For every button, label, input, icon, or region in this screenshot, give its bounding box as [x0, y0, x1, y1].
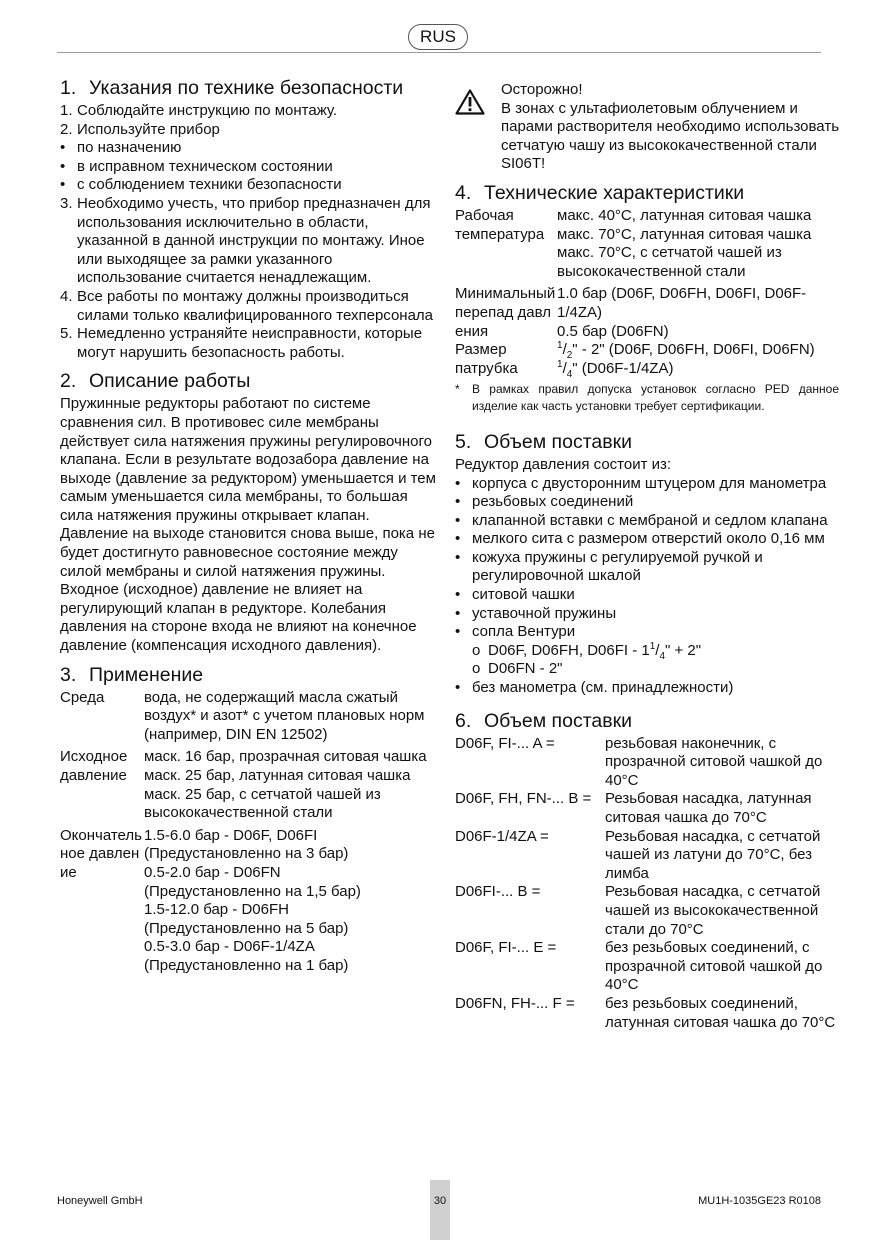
- list-item: [455, 623, 839, 642]
- spec-value-group: [557, 285, 839, 341]
- list-marker: 2.: [60, 120, 73, 138]
- bullet-icon: •: [455, 548, 461, 566]
- spec-value-group: [557, 207, 839, 281]
- variant-code: D06F, FI-... A =: [455, 734, 555, 752]
- section-number: 1.: [60, 77, 77, 99]
- section-4-heading: [455, 182, 839, 204]
- left-column: [60, 74, 440, 976]
- spec-value: (Предустановленно на 1 бар): [144, 956, 349, 974]
- variant-desc: Резьбовая насадка, латунная ситовая чашка до 70°C: [605, 790, 812, 826]
- sub-list-item: o D06F, D06FH, $D06FI - 1^1/_4$" + 2": [472, 640, 702, 662]
- section-1-heading: [60, 77, 440, 99]
- scope-intro: Редуктор давления состоит из:: [455, 455, 672, 473]
- section-title: Объем поставки: [484, 709, 633, 732]
- bullet-icon: •: [455, 493, 461, 511]
- list-item: [455, 605, 839, 624]
- spec-row-temperature: [455, 207, 839, 281]
- variant-row: [455, 883, 839, 939]
- list-item: [455, 586, 839, 605]
- page-number: 30: [433, 1195, 447, 1207]
- section-5-heading: [455, 431, 839, 453]
- list-text: в исправном техническом состоянии: [77, 157, 333, 175]
- description-paragraph: Пружинные редукторы работают по системе сравнения сил. В противовес силе мембраны действует сила натяжения пружины регулировочного клапана. Если в результате водозабора давление на выходе (давление за редуктором) уменьшается и тем самым уменьшается сила мембраны, то большая сила натяжения пружины открывает клапан. Давление на выходе становится снова выше, пока не будет достигнуто равновесное состояние между силой мембраны и силой натяжения пружины.: [60, 395, 436, 580]
- spec-label: Окончательное давление: [60, 826, 142, 881]
- list-item: [455, 679, 839, 698]
- fraction-numerator: 1: [557, 340, 563, 352]
- section-title: Применение: [89, 663, 204, 686]
- footnote-marker: *: [455, 382, 460, 397]
- spec-value: (Предустановленно на 5 бар): [144, 919, 349, 937]
- bullet-icon: •: [455, 474, 461, 492]
- section-number: 5.: [455, 430, 472, 453]
- spec-label: Минимальный перепад давления: [455, 285, 556, 340]
- list-text: сопла Вентури: [472, 623, 576, 641]
- list-item: [60, 176, 440, 195]
- section-number: 4.: [455, 181, 472, 204]
- spec-value: маск. 16 бар, прозрачная ситовая чашка: [144, 748, 427, 766]
- fraction-denominator: 4: [566, 368, 573, 380]
- variant-row: [455, 735, 839, 791]
- spec-value: маск. 25 бар, с сетчатой чашей из высококачественной стали: [144, 785, 381, 822]
- spec-row-medium: [60, 689, 440, 745]
- footer-doc-id: MU1H-1035GE23 R0108: [698, 1195, 821, 1207]
- safety-list: [60, 102, 440, 362]
- fraction-numerator: 1: [557, 358, 563, 370]
- variant-row: [455, 790, 839, 827]
- list-marker: 1.: [60, 102, 73, 119]
- spec-value: 1.5-6.0 бар - D06F, D06FI: [144, 826, 318, 844]
- variant-code: D06F, FH, FN-... B =: [455, 790, 592, 808]
- warning-title: Осторожно!: [501, 81, 583, 98]
- page-number-tab: [430, 1180, 450, 1240]
- list-text: Необходимо учесть, что прибор предназначен для использования исключительно в области, указанной в данной инструкции по монтажу. Иное или выходящее за рамки указанного использование считается ненадлежащим.: [77, 194, 431, 287]
- section-2-heading: [60, 370, 440, 392]
- list-text: Соблюдайте инструкцию по монтажу.: [77, 102, 338, 119]
- fraction-denominator: 2: [566, 350, 573, 362]
- list-marker: •: [60, 157, 66, 175]
- list-marker: •: [60, 139, 66, 157]
- bullet-icon: •: [455, 586, 461, 604]
- spec-value: маск. 25 бар, латунная ситовая чашка: [144, 767, 411, 784]
- list-item: [455, 530, 839, 549]
- list-item: [60, 102, 440, 121]
- fraction-numerator: 1: [649, 640, 656, 652]
- section-number: 3.: [60, 663, 77, 686]
- spec-value-group: [557, 341, 839, 378]
- list-item: [455, 475, 839, 494]
- sub-bullet: o: [472, 641, 481, 659]
- spec-row-outlet-pressure: [60, 827, 440, 976]
- spec-value: 1.0 бар (D06F, D06FH, D06FI, D06F-1/4ZA): [557, 285, 807, 321]
- spec-row-connection-size: [455, 341, 839, 378]
- spec-value-group: [144, 827, 440, 976]
- variant-desc: без резьбовых соединений, с прозрачной ситовой чашкой до 40°C: [605, 939, 823, 994]
- warning-text: В зонах с ультафиолетовым облучением и парами растворителя необходимо использовать сетчатую чашу из высококачественной стали SI06T!: [501, 99, 840, 173]
- spec-value-group: [144, 748, 440, 822]
- bullet-icon: •: [455, 679, 461, 697]
- list-item: [455, 493, 839, 512]
- list-item: [60, 139, 440, 158]
- spec-value: макс. 70°C, латунная ситовая чашка: [557, 225, 812, 243]
- list-item: [60, 195, 440, 288]
- list-text: мелкого сита с размером отверстий около 0,16 мм: [472, 530, 825, 548]
- spec-value: 1.5-12.0 бар - D06FH: [144, 901, 289, 919]
- spec-value: вода, не содержащий масла сжатый воздух* и азот* с учетом плановых норм (например, DIN EN 12502): [144, 688, 425, 743]
- variant-desc: резьбовая наконечник, с прозрачной ситовой чашкой до 40°C: [605, 734, 823, 789]
- section-3-heading: [60, 664, 440, 686]
- list-item: [455, 549, 839, 586]
- section-6-heading: [455, 710, 839, 732]
- list-text: уставочной пружины: [472, 604, 617, 622]
- spec-label: Размер патрубка: [455, 341, 518, 377]
- spec-value: 0.5-2.0 бар - D06FN: [144, 863, 281, 881]
- list-text: D06FN - 2": [488, 660, 563, 678]
- list-item: [60, 325, 440, 362]
- spec-value: макс. 40°C, латунная ситовая чашка: [557, 206, 812, 224]
- spec-value: 0.5-3.0 бар - D06F-1/4ZA: [144, 938, 315, 956]
- variant-row: [455, 939, 839, 995]
- bullet-icon: •: [455, 530, 461, 548]
- spec-label: Среда: [60, 688, 105, 706]
- section-number: 6.: [455, 709, 472, 732]
- footnote-text: В рамках правил допуска установок согласно PED данное изделие как часть установки требует сертификации.: [472, 382, 839, 414]
- spec-value: $^1/_2$" - 2" (D06F, D06FH, D06FI, D06FN): [557, 340, 815, 362]
- variant-code: D06F-1/4ZA =: [455, 827, 549, 845]
- list-text: ситовой чашки: [472, 586, 575, 604]
- variant-desc: без резьбовых соединений, латунная ситовая чашка до 70°C: [605, 994, 836, 1031]
- variant-row: [455, 995, 839, 1032]
- list-marker: 3.: [60, 194, 73, 212]
- description-paragraph: Входное (исходное) давление не влияет на регулирующий клапан в редукторе. Колебания давления на стороне входа не влияют на конечное давление (компенсация исходного давления).: [60, 581, 417, 655]
- variant-code: D06FN, FH-... F =: [455, 994, 575, 1012]
- spec-row-min-pressure-drop: [455, 285, 839, 341]
- bullet-icon: •: [455, 511, 461, 529]
- list-item: [60, 121, 440, 140]
- list-text: по назначению: [77, 139, 182, 157]
- variants-table: [455, 735, 839, 1033]
- list-text: клапанной вставки с мембраной и седлом клапана: [472, 511, 828, 529]
- section-title: Технические характеристики: [484, 181, 745, 204]
- spec-row-inlet-pressure: [60, 748, 440, 822]
- variant-code: D06FI-... B =: [455, 883, 541, 901]
- list-item: [455, 512, 839, 531]
- sub-bullet: o: [472, 660, 481, 678]
- list-text: корпуса с двусторонним штуцером для манометра: [472, 474, 827, 492]
- footnote: [455, 381, 839, 415]
- list-marker: 5.: [60, 325, 73, 343]
- spec-value: (Предустановленно на 1,5 бар): [144, 882, 361, 900]
- list-text: " + 2": [665, 641, 702, 659]
- top-divider: [57, 52, 821, 53]
- spec-value-text: " - 2" (D06F, D06FH, D06FI, D06FN): [572, 341, 815, 359]
- fraction-denominator: 4: [659, 650, 666, 662]
- bullet-icon: •: [455, 623, 461, 641]
- spec-value: 0.5 бар (D06FN): [557, 322, 669, 340]
- footer-company: Honeywell GmbH: [57, 1195, 143, 1207]
- list-item: [60, 158, 440, 177]
- warning-box: [455, 77, 839, 174]
- section-title: Указания по технике безопасности: [89, 77, 404, 99]
- list-text: Все работы по монтажу должны производиться силами только квалифицированного техперсонала: [77, 287, 434, 324]
- sub-list-item: [455, 660, 839, 679]
- spec-value: макс. 70°C, с сетчатой чашей из высококачественной стали: [557, 244, 782, 280]
- bullet-icon: •: [455, 604, 461, 622]
- variant-desc: Резьбовая насадка, с сетчатой чашей из латуни до 70°C, без лимба: [605, 827, 821, 882]
- section-number: 2.: [60, 370, 77, 393]
- list-marker: 4.: [60, 287, 73, 305]
- list-marker: •: [60, 176, 66, 194]
- warning-icon: [455, 89, 485, 115]
- list-text: резьбовых соединений: [472, 493, 634, 511]
- list-text: Немедленно устраняйте неисправности, которые могут нарушить безопасность работы.: [77, 325, 423, 361]
- list-item: [60, 288, 440, 325]
- list-text: Используйте прибор: [77, 120, 220, 138]
- right-column: [455, 74, 839, 1032]
- list-text: с соблюдением техники безопасности: [77, 176, 342, 194]
- variant-code: D06F, FI-... E =: [455, 939, 557, 957]
- scope-list: [455, 475, 839, 698]
- section-title: Описание работы: [89, 370, 251, 393]
- spec-value: (Предустановленно на 3 бар): [144, 845, 349, 863]
- variant-row: [455, 828, 839, 884]
- section-title: Объем поставки: [484, 430, 633, 453]
- spec-label: Рабочая температура: [455, 206, 545, 243]
- spec-value: $^1/_4$" (D06F-1/4ZA): [557, 358, 674, 380]
- list-text: D06F, D06FH, D06FI - 1: [488, 641, 650, 659]
- variant-desc: Резьбовая насадка, с сетчатой чашей из высококачественной стали до 70°C: [605, 883, 821, 938]
- list-text: без манометра (см. принадлежности): [472, 679, 734, 697]
- list-text: кожуха пружины с регулируемой ручкой и регулировочной шкалой: [472, 548, 763, 585]
- language-badge: RUS: [408, 24, 468, 50]
- spec-label: Исходное давление: [60, 748, 128, 784]
- spec-value-text: " (D06F-1/4ZA): [572, 359, 674, 377]
